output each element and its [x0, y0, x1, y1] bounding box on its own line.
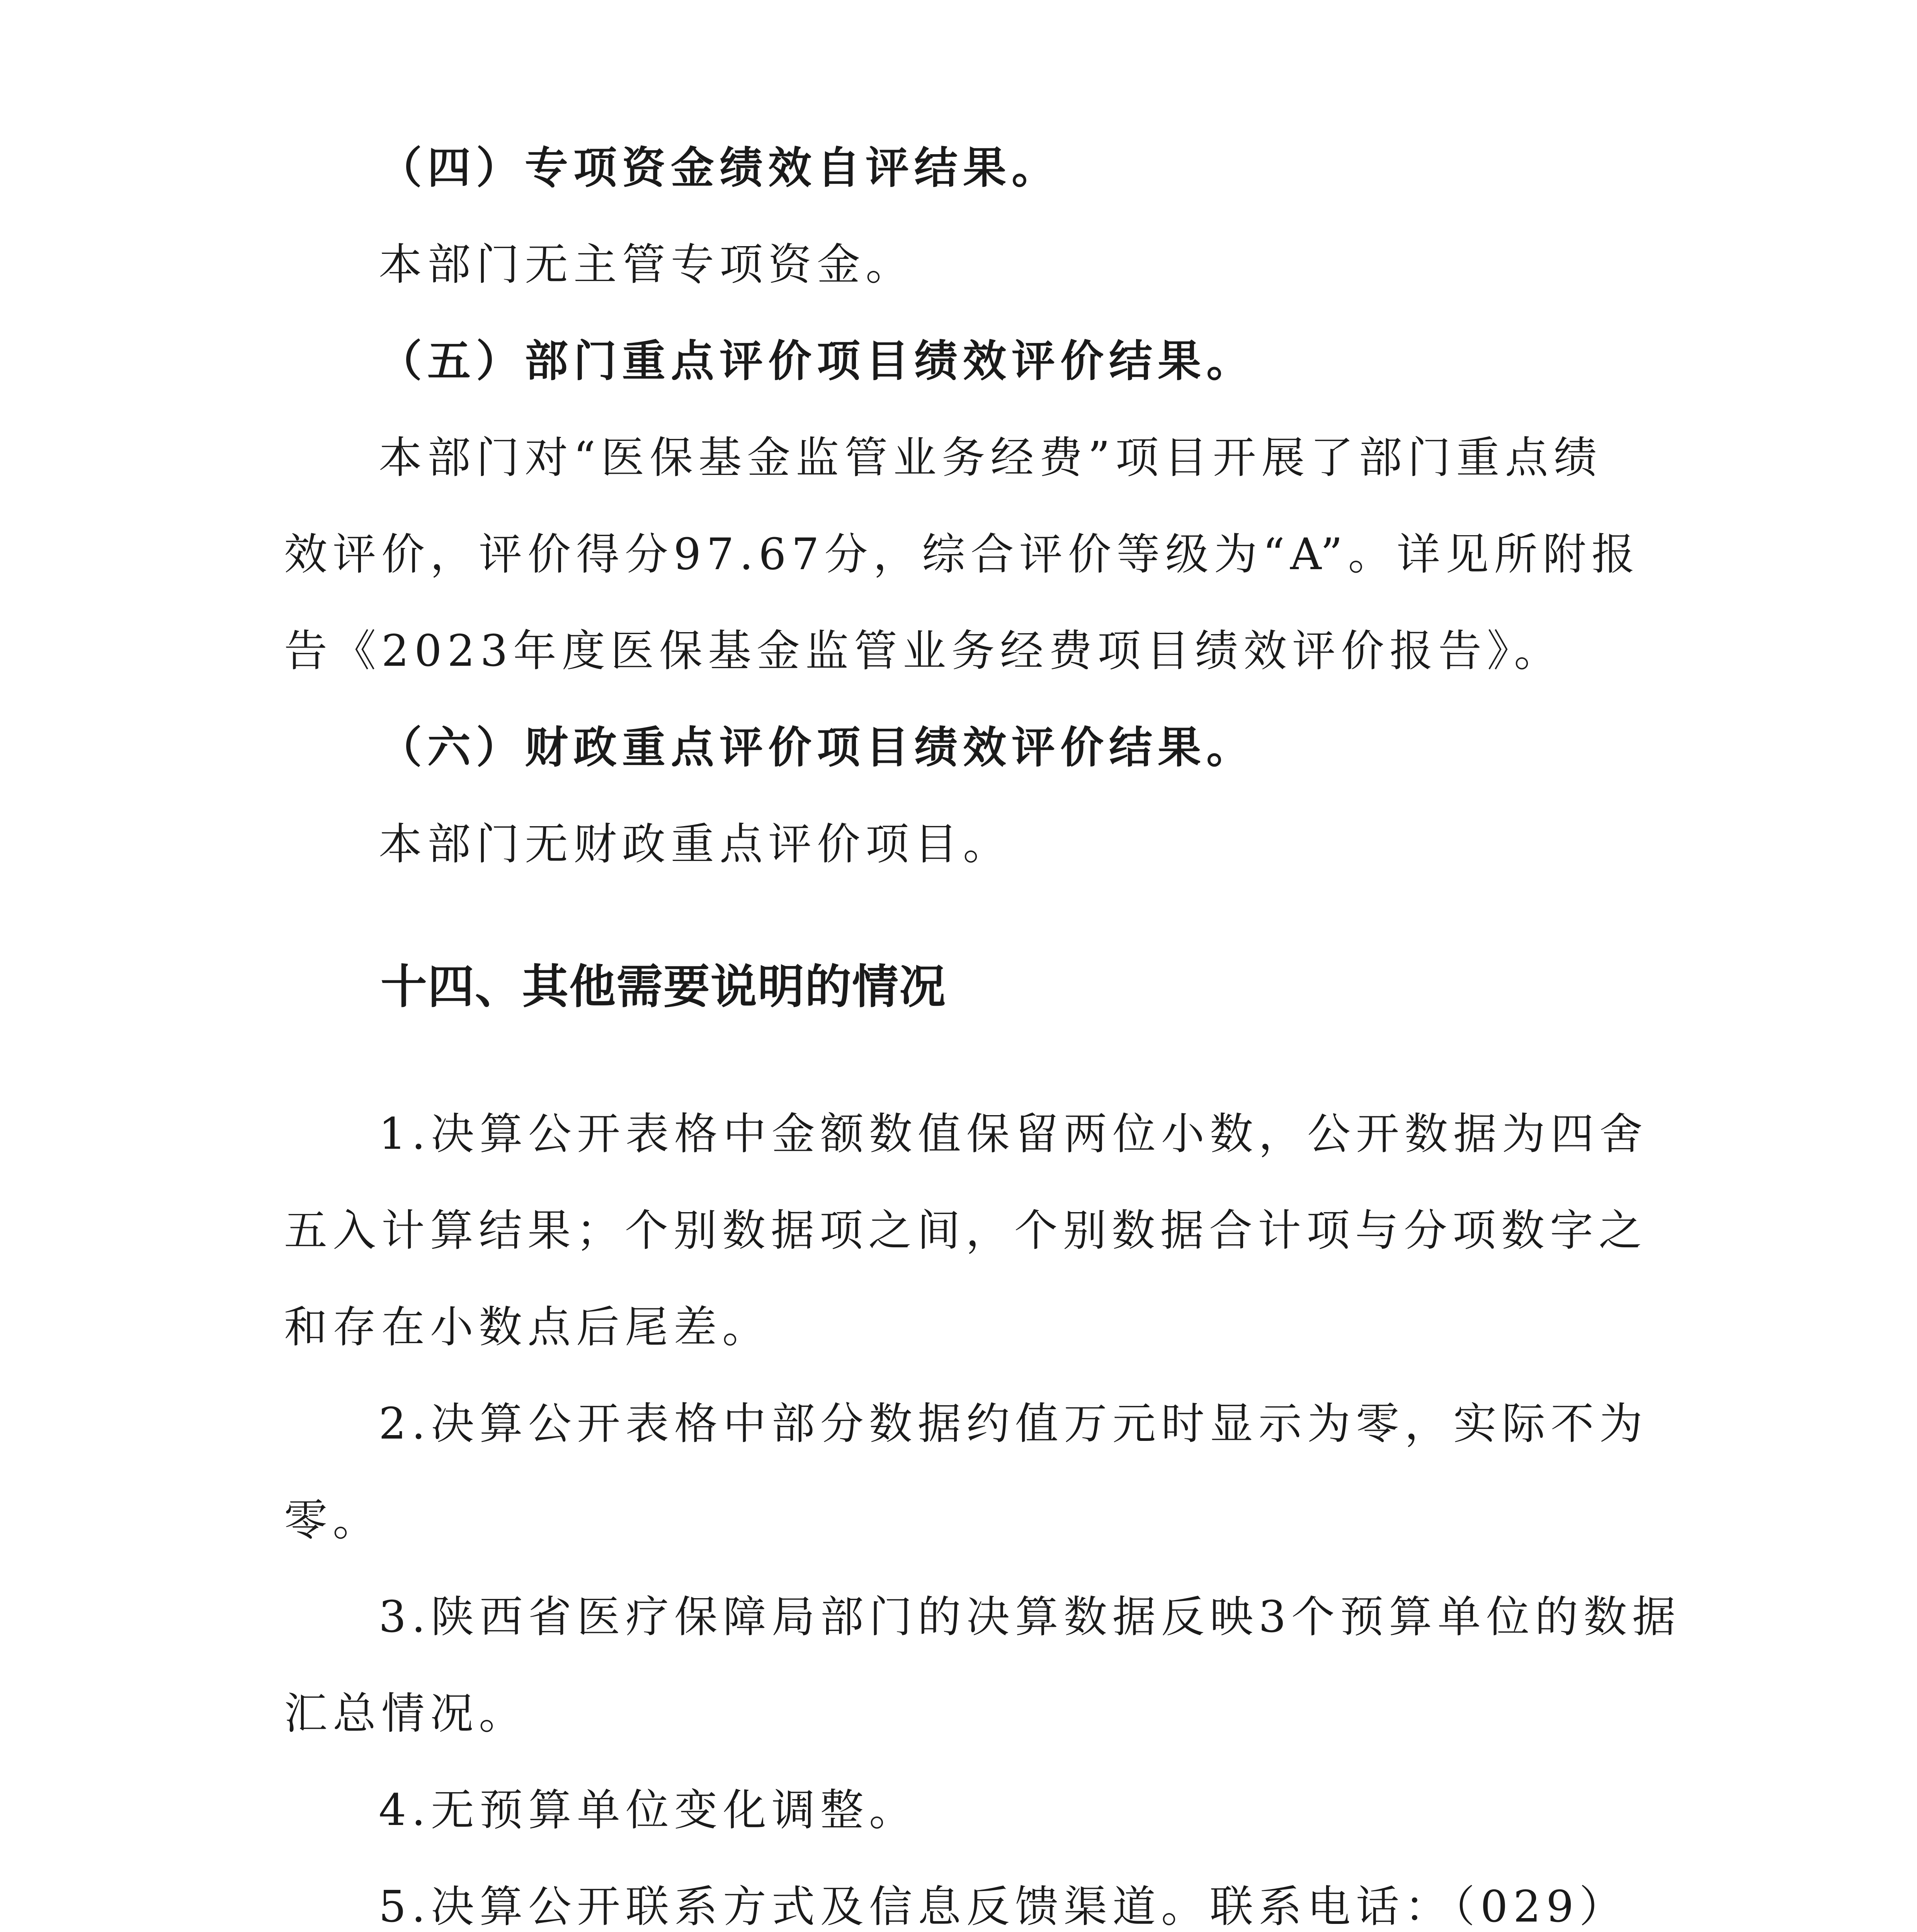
- subsection-heading-4: （四）专项资金绩效自评结果。: [379, 143, 1060, 193]
- list-item-line: 4.无预算单位变化调整。: [379, 1785, 918, 1835]
- paragraph-line: 本部门无主管专项资金。: [379, 240, 914, 290]
- list-item-line: 5.决算公开联系方式及信息反馈渠道。联系电话：（029）: [379, 1882, 1628, 1932]
- subsection-heading-5: （五）部门重点评价项目绩效评价结果。: [379, 336, 1255, 386]
- list-item-line: 和存在小数点后尾差。: [284, 1302, 771, 1352]
- list-item-line: 3.陕西省医疗保障局部门的决算数据反映3个预算单位的数据: [379, 1592, 1681, 1642]
- list-item-line: 汇总情况。: [284, 1689, 527, 1739]
- list-item-line: 1.决算公开表格中金额数值保留两位小数，公开数据为四舍: [379, 1109, 1648, 1159]
- list-item-line: 五入计算结果；个别数据项之间，个别数据合计项与分项数字之: [284, 1206, 1647, 1256]
- paragraph-line: 告《2023年度医保基金监管业务经费项目绩效评价报告》。: [284, 626, 1563, 676]
- paragraph-line: 本部门无财政重点评价项目。: [379, 819, 1012, 869]
- list-item-line: 2.决算公开表格中部分数据约值万元时显示为零，实际不为: [379, 1399, 1648, 1449]
- paragraph-line: 本部门对“医保基金监管业务经费”项目开展了部门重点绩: [379, 433, 1602, 483]
- section-heading-14: 十四、其他需要说明的情况: [381, 960, 946, 1014]
- subsection-heading-6: （六）财政重点评价项目绩效评价结果。: [379, 722, 1255, 773]
- paragraph-line: 效评价，评价得分97.67分，综合评价等级为“A”。详见所附报: [284, 529, 1640, 580]
- list-item-line: 零。: [284, 1495, 381, 1546]
